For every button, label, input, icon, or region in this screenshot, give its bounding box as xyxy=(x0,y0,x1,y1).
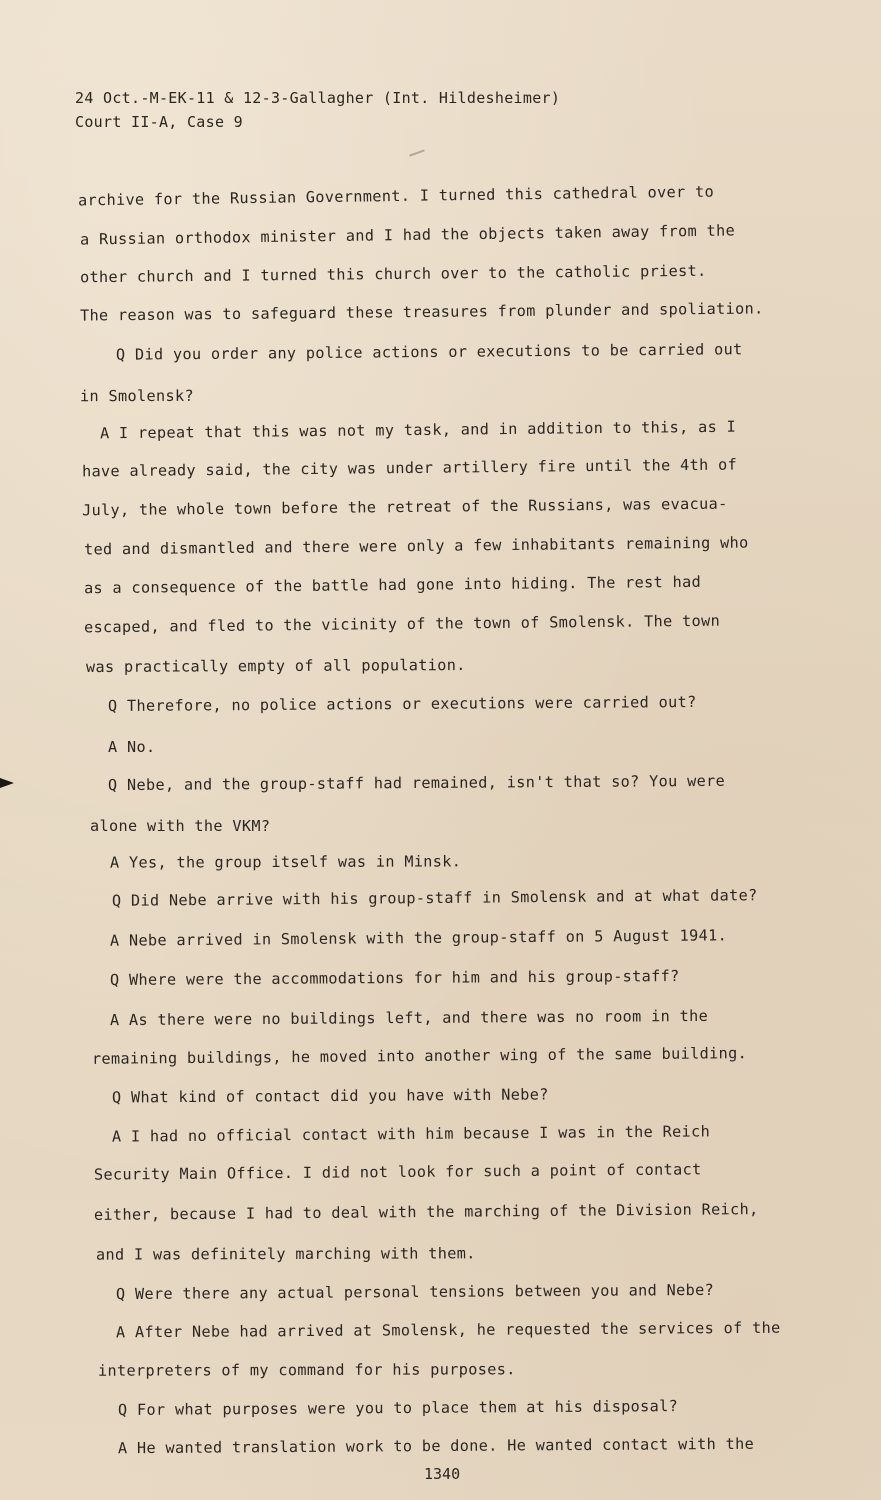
transcript-line: as a consequence of the battle had gone into hiding. The rest had xyxy=(83,572,702,598)
transcript-line: Q Did you order any police actions or executions to be carried out xyxy=(115,340,743,364)
margin-arrow-mark xyxy=(0,778,14,788)
ink-smudge xyxy=(409,149,425,156)
transcript-line: archive for the Russian Government. I turned this cathedral over to xyxy=(77,182,715,210)
transcript-line: alone with the VKM? xyxy=(90,817,271,835)
transcript-line: The reason was to safeguard these treasures from plunder and spoliation. xyxy=(79,299,764,325)
transcript-line: Security Main Office. I did not look for such a point of contact xyxy=(93,1160,702,1184)
transcript-line: A Yes, the group itself was in Minsk. xyxy=(109,852,462,872)
transcript-line: Q Were there any actual personal tensions between you and Nebe? xyxy=(115,1280,715,1304)
header-case-reference: 24 Oct.-M-EK-11 & 12-3-Gallagher (Int. Hildesheimer) xyxy=(75,89,561,107)
transcript-line: other church and I turned this church over to the catholic priest. xyxy=(79,261,707,287)
page-number: 1340 xyxy=(424,1465,461,1483)
transcript-line: in Smolensk? xyxy=(79,386,194,406)
transcript-line: ted and dismantled and there were only a few inhabitants remaining who xyxy=(83,533,749,559)
transcript-line: have already said, the city was under artillery fire until the 4th of xyxy=(81,455,738,481)
transcript-line: Q Where were the accommodations for him and his group-staff? xyxy=(109,967,680,989)
transcript-line: A No. xyxy=(108,738,156,756)
transcript-line: Q What kind of contact did you have with Nebe? xyxy=(111,1085,549,1107)
document-header xyxy=(75,86,560,134)
transcript-line: either, because I had to deal with the marching of the Division Reich, xyxy=(93,1200,759,1224)
transcript-line: A I repeat that this was not my task, and in addition to this, as I xyxy=(99,417,737,443)
transcript-line: Q Therefore, no police actions or executions were carried out? xyxy=(107,692,697,716)
transcript-line: Q For what purposes were you to place them at his disposal? xyxy=(117,1397,679,1419)
transcript-line: escaped, and fled to the vicinity of the town of Smolensk. The town xyxy=(83,611,721,637)
transcript-line: July, the whole town before the retreat of the Russians, was evacua- xyxy=(81,494,728,520)
transcript-line: A I had no official contact with him because I was in the Reich xyxy=(111,1122,711,1146)
transcript-line: Q Did Nebe arrive with his group-staff in Smolensk and at what date? xyxy=(111,886,758,910)
transcript-line: A He wanted translation work to be done. He wanted contact with the xyxy=(117,1434,755,1458)
transcript-line: was practically empty of all population. xyxy=(85,656,466,676)
transcript-line: remaining buildings, he moved into another wing of the same building. xyxy=(91,1044,748,1068)
transcript-line: A After Nebe had arrived at Smolensk, he requested the services of the xyxy=(115,1318,781,1342)
transcript-line: Q Nebe, and the group-staff had remained, isn't that so? You were xyxy=(107,771,726,795)
transcript-line: a Russian orthodox minister and I had the objects taken away from the xyxy=(79,221,736,249)
transcript-line: interpreters of my command for his purposes. xyxy=(97,1360,516,1380)
transcript-line: and I was definitely marching with them. xyxy=(95,1244,476,1264)
transcript-line: A Nebe arrived in Smolensk with the group-staff on 5 August 1941. xyxy=(109,926,728,950)
transcript-line: A As there were no buildings left, and there was no room in the xyxy=(109,1006,709,1030)
header-court: Court II-A, Case 9 xyxy=(75,113,243,131)
